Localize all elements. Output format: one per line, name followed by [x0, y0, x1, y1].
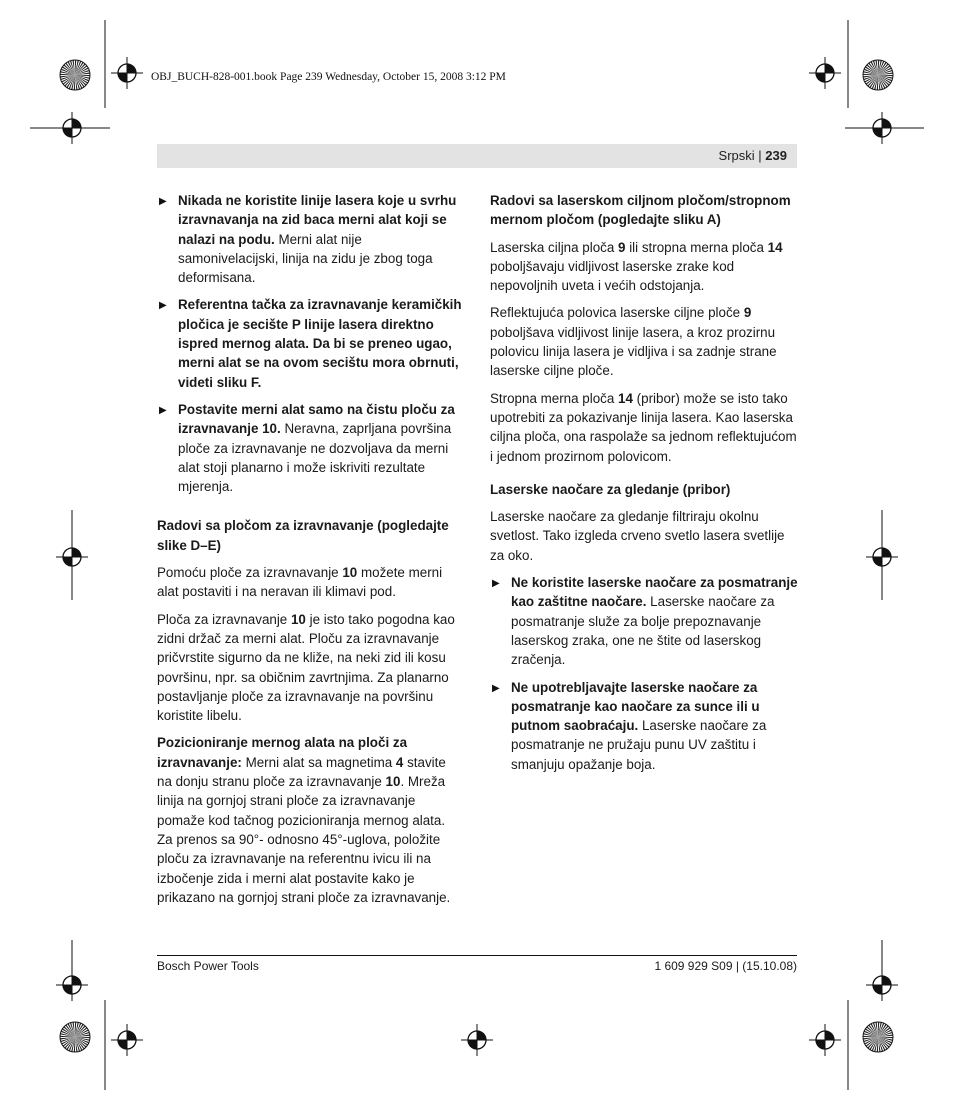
starburst-mark-icon	[863, 60, 893, 90]
bullet-triangle-icon: ▶	[492, 682, 500, 694]
page-number: 239	[765, 148, 787, 163]
paragraph: Stropna merna ploča 14 (pribor) može se isto tako upotrebiti za pokazivanje linija lasera. Kao laserska ciljna ploča, ona raspolaže sa jednom reflektujućom i jednom prozirnom polovicom.	[490, 390, 797, 464]
header-separator: |	[758, 148, 762, 163]
section-heading: Radovi sa pločom za izravnavanje (pogledajte slike D–E)	[157, 518, 449, 553]
registration-target-icon	[866, 112, 898, 144]
paragraph: Laserska ciljna ploča 9 ili stropna merna ploča 14 poboljšavaju vidljivost laserske zrake kod nepovoljnih uveta i većih odstojanja.	[490, 239, 783, 294]
section-heading: Radovi sa laserskom ciljnom pločom/stropnom mernom pločom (pogledajte sliku A)	[490, 193, 791, 228]
bullet-bold: Referentna tačka za izravnavanje keramičkih pločica je secište P linije lasera direktno ispred mernog alata. Da bi se preneo ugao, merni alat se na ovom secištu mora obrnuti, videti sliku F.	[178, 297, 462, 390]
registration-target-icon	[56, 112, 88, 144]
left-column	[157, 191, 463, 915]
bullet-triangle-icon: ▶	[159, 196, 167, 207]
bullet-item	[490, 678, 798, 774]
registration-target-icon	[809, 1024, 841, 1056]
bullet-text: Neravna, zaprljana površina ploče za izravnavanje ne dozvoljava da merni alat stoji planarno i može iskriviti rezultate mjerenja.	[178, 421, 452, 495]
bullet-item	[157, 400, 463, 496]
footer-brand: Bosch Power Tools	[157, 959, 259, 973]
bullet-item	[157, 191, 463, 287]
paragraph: Laserske naočare za gledanje filtriraju okolnu svetlost. Tako izgleda crveno svetlo lasera svetlije za oko.	[490, 509, 785, 563]
bullet-triangle-icon: ▶	[492, 578, 500, 590]
bullet-text: Laserske naočare za posmatranje ne pružaju punu UV zaštitu i smanjuju opažanje boja.	[511, 718, 767, 772]
bullet-text: Laserske naočare za posmatranje služe za bolje prepoznavanje laserskog zraka, one ne štite od laserskog zračenja.	[511, 594, 775, 668]
paragraph: Pomoću ploče za izravnavanje 10 možete merni alat postaviti i na neravan ili klimavi pod.	[157, 565, 443, 600]
starburst-mark-icon	[863, 1022, 893, 1052]
bullet-item	[157, 295, 463, 391]
bullet-text: Merni alat nije samonivelacijski, linija na zidu je zbog toga deformisana.	[178, 231, 433, 286]
bullet-bold: Postavite merni alat samo na čistu ploču za izravnavanje 10.	[178, 401, 455, 437]
paragraph: Pozicioniranje mernog alata na ploči za izravnavanje: Merni alat sa magnetima 4 stavite na donju stranu ploče za izravnavanje 10. Mreža linija na gornjoj strani ploče za izravnavanje pomaže kod tačnog pozicioniranja mernog alata. Za prenos sa 90°- odnosno 45°-uglova, položite ploču za izravnavanje na referentnu ivicu ili na izbočenje zida i merni alat postavite kako je prikazano na gornjoj strani ploče za izravnavanje.	[157, 735, 451, 905]
footer-code: 1 609 929 S09 | (15.10.08)	[654, 959, 797, 973]
paragraph: Reflektujuća polovica laserske ciljne ploče 9 poboljšava vidljivost linije lasera, a kroz prozirnu polovicu linija lasera je vidljiva i sa zadnje strane laserske ciljne ploče.	[490, 305, 777, 379]
header-language: Srpski	[718, 148, 755, 163]
registration-target-icon	[111, 1024, 143, 1056]
registration-target-icon	[56, 969, 88, 1001]
page-header	[157, 144, 797, 168]
registration-target-icon	[461, 1024, 493, 1056]
registration-target-icon	[111, 57, 143, 89]
registration-target-icon	[809, 57, 841, 89]
right-column	[490, 191, 798, 782]
registration-target-icon	[866, 541, 898, 573]
starburst-mark-icon	[60, 1022, 90, 1052]
bullet-triangle-icon: ▶	[159, 300, 167, 312]
paragraph: Ploča za izravnavanje 10 je isto tako pogodna kao zidni držač za merni alat. Ploču za izravnavanje pričvrstite sigurno da ne kliže, na neki zid ili kosu površinu, npr. sa običnim zavrtnjima. Za planarno postavljanje ploče za izravnavanje na površinu koristite libelu.	[157, 611, 455, 724]
registration-target-icon	[56, 541, 88, 573]
print-slug: OBJ_BUCH-828-001.book Page 239 Wednesday, October 15, 2008 3:12 PM	[151, 71, 506, 83]
section-heading: Laserske naočare za gledanje (pribor)	[490, 481, 731, 497]
footer-rule	[157, 955, 797, 956]
bullet-bold: Ne koristite laserske naočare za posmatranje kao zaštitne naočare.	[511, 575, 798, 610]
header-label	[719, 148, 787, 163]
bullet-triangle-icon: ▶	[159, 404, 167, 416]
starburst-mark-icon	[60, 60, 90, 90]
bullet-bold: Nikada ne koristite linije lasera koje u svrhu izravnavanja na zid baca merni alat koji se nalazi na podu.	[178, 193, 457, 247]
bullet-item	[490, 573, 798, 669]
registration-target-icon	[866, 969, 898, 1001]
bullet-bold: Ne upotrebljavajte laserske naočare za posmatranje kao naočare za sunce ili u putnom saobraćaju.	[511, 679, 760, 734]
